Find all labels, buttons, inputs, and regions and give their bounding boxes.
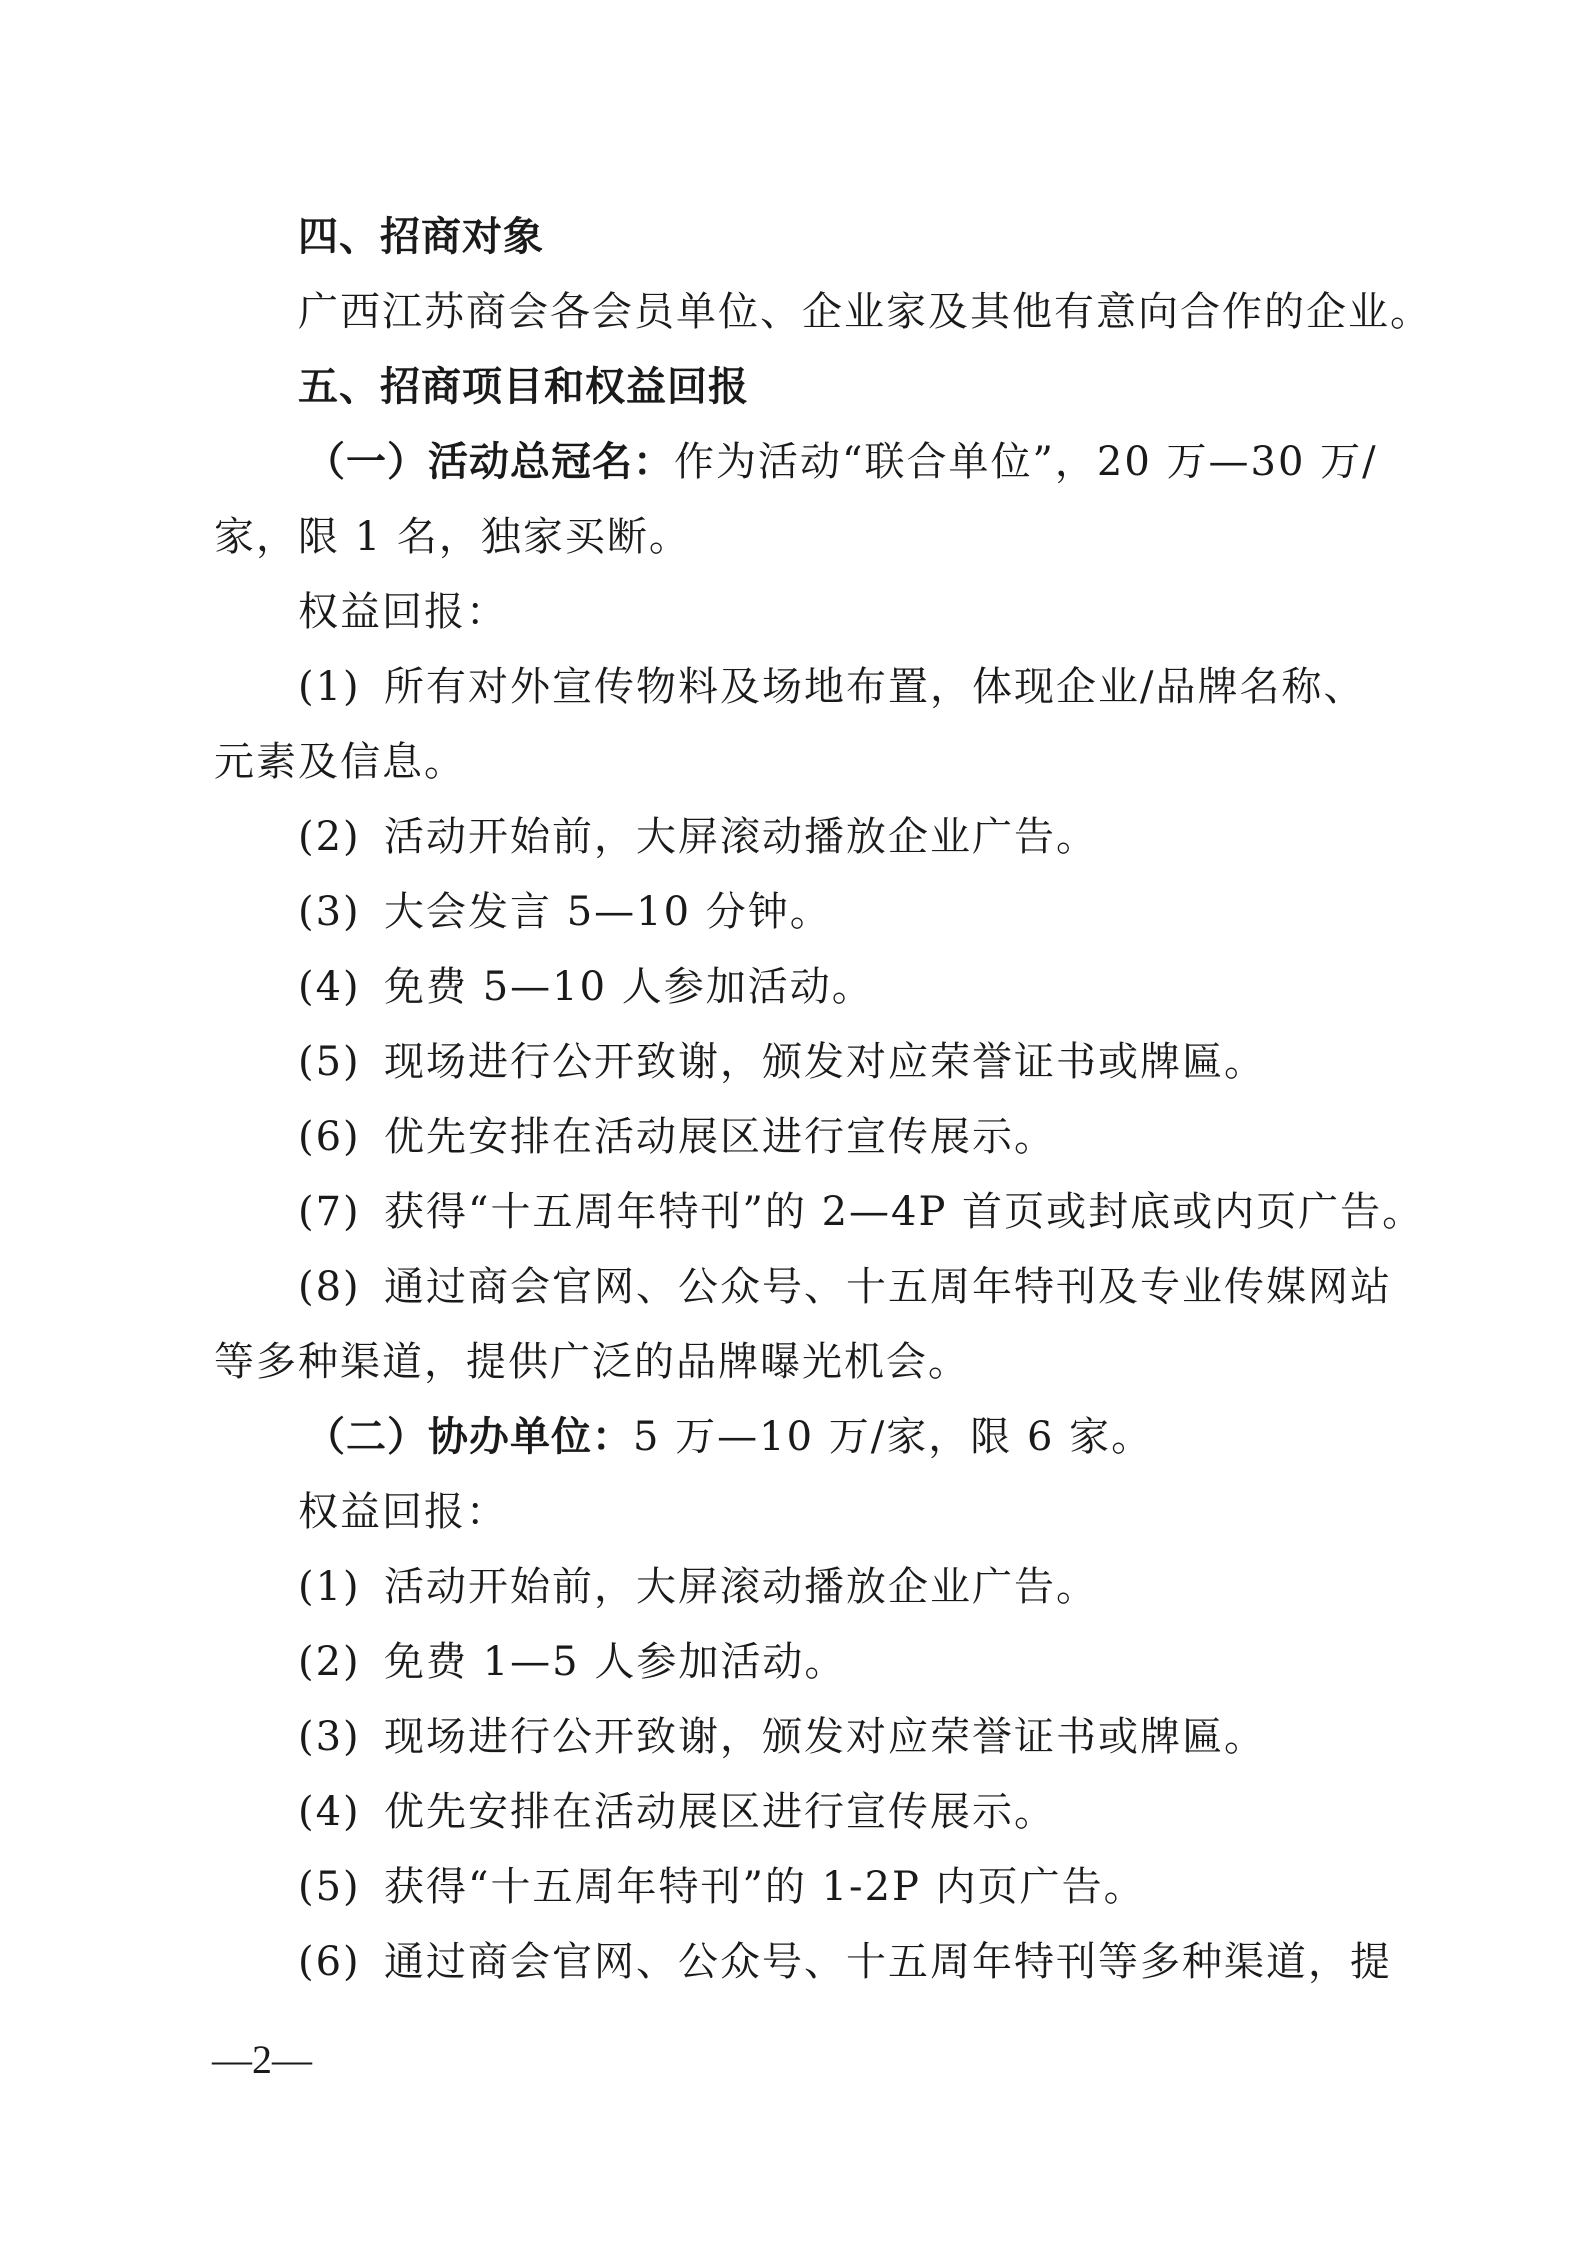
item-number: (2) — [298, 1639, 361, 1685]
part-2-desc: 5 万—10 万/家，限 6 家。 — [633, 1414, 1154, 1460]
section-4-heading: 四、招商对象 — [298, 214, 544, 260]
item-text: 获得“十五周年特刊”的 1-2P 内页广告。 — [384, 1864, 1146, 1910]
item-text: 所有对外宣传物料及场地布置，体现企业/品牌名称、 — [384, 664, 1366, 710]
item-number: (3) — [298, 1714, 361, 1760]
item-number: (6) — [298, 1114, 361, 1160]
part-1-item-continued: 等多种渠道，提供广泛的品牌曝光机会。 — [214, 1339, 970, 1385]
item-text: 优先安排在活动展区进行宣传展示。 — [384, 1114, 1056, 1160]
item-number: (4) — [298, 1789, 361, 1835]
part-1-item — [298, 1187, 1424, 1237]
item-number: (5) — [298, 1864, 361, 1910]
part-2-item — [298, 1637, 846, 1687]
part-2-benefits-label: 权益回报： — [298, 1489, 508, 1535]
item-number: (2) — [298, 814, 361, 860]
part-2-item — [298, 1562, 1098, 1612]
item-text: 现场进行公开致谢，颁发对应荣誉证书或牌匾。 — [384, 1714, 1266, 1760]
item-text: 通过商会官网、公众号、十五周年特刊及专业传媒网站 — [384, 1264, 1392, 1310]
page-number: —2— — [212, 2037, 312, 2082]
part-1-title: （一）活动总冠名： — [305, 439, 674, 485]
part-2-title: （二）协办单位： — [305, 1414, 633, 1460]
part-1-item — [298, 662, 1365, 712]
part-2-item — [298, 1712, 1266, 1762]
part-1-item — [298, 887, 832, 937]
item-text: 优先安排在活动展区进行宣传展示。 — [384, 1789, 1056, 1835]
item-text: 免费 5—10 人参加活动。 — [384, 964, 874, 1010]
part-1-item — [298, 1112, 1056, 1162]
part-2-item — [298, 1787, 1056, 1837]
part-2-item — [298, 1862, 1146, 1912]
part-1-item — [298, 962, 874, 1012]
item-text: 活动开始前，大屏滚动播放企业广告。 — [384, 1564, 1098, 1610]
item-text: 活动开始前，大屏滚动播放企业广告。 — [384, 814, 1098, 860]
item-number: (7) — [298, 1189, 361, 1235]
part-2-item — [298, 1937, 1392, 1987]
item-number: (3) — [298, 889, 361, 935]
item-text: 通过商会官网、公众号、十五周年特刊等多种渠道，提 — [384, 1939, 1392, 1985]
part-2-title-line — [305, 1412, 1153, 1462]
item-number: (1) — [298, 664, 361, 710]
item-number: (8) — [298, 1264, 361, 1310]
part-1-item — [298, 1262, 1392, 1312]
part-1-title-line — [305, 437, 1378, 487]
part-1-desc-continued: 家，限 1 名，独家买断。 — [214, 514, 691, 560]
section-4-body: 广西江苏商会各会员单位、企业家及其他有意向合作的企业。 — [298, 289, 1432, 335]
item-text: 获得“十五周年特刊”的 2—4P 首页或封底或内页广告。 — [384, 1189, 1425, 1235]
item-number: (6) — [298, 1939, 361, 1985]
item-number: (5) — [298, 1039, 361, 1085]
section-5-heading: 五、招商项目和权益回报 — [298, 364, 749, 410]
part-1-benefits-label: 权益回报： — [298, 589, 508, 635]
item-number: (4) — [298, 964, 361, 1010]
item-text: 大会发言 5—10 分钟。 — [384, 889, 832, 935]
item-number: (1) — [298, 1564, 361, 1610]
item-text: 现场进行公开致谢，颁发对应荣誉证书或牌匾。 — [384, 1039, 1266, 1085]
item-text: 免费 1—5 人参加活动。 — [384, 1639, 847, 1685]
part-1-item — [298, 1037, 1266, 1087]
part-1-item-continued: 元素及信息。 — [214, 739, 466, 785]
part-1-desc: 作为活动“联合单位”，20 万—30 万/ — [674, 439, 1378, 485]
part-1-item — [298, 812, 1098, 862]
